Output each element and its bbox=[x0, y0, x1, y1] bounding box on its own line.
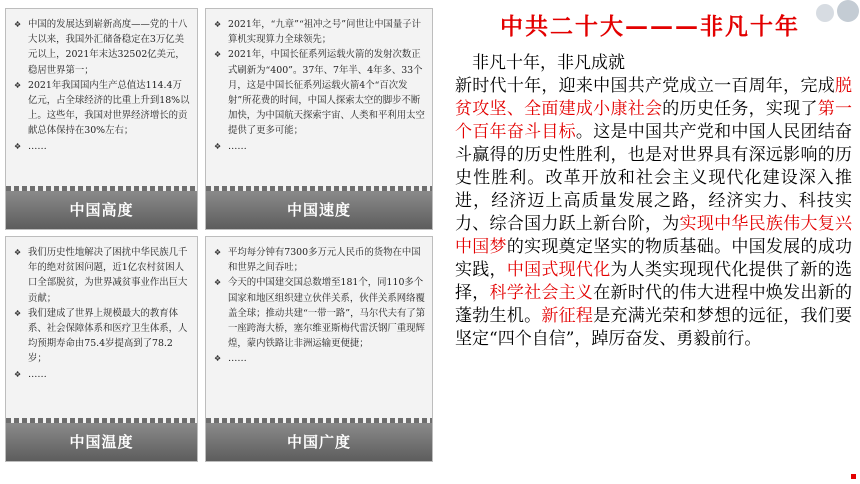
list-item: ❖ 今天的中国建交国总数增至181个，同110多个国家和地区组织建立伙伴关系，伙伴关系网络覆盖全球；推动共建“一带一路”，马尔代夫有了第一座跨海大桥，塞尔维亚斯梅代雷沃钢厂重现辉煌，蒙内铁路让非洲运输更便捷； bbox=[214, 277, 426, 350]
card-list bbox=[206, 237, 432, 367]
highlight-text: 第一个百年奋斗目标 bbox=[455, 99, 853, 142]
essay-heading: 非凡十年，非凡成就 bbox=[472, 53, 625, 73]
card-banner: 中国广度 bbox=[206, 423, 432, 461]
card-china-breadth bbox=[205, 236, 433, 462]
card-list bbox=[6, 237, 197, 382]
list-item: ❖ 2021年，中国长征系列运载火箭的发射次数正式刷新为“400”。37年、7年半、4年多、33个月，这是中国长征系列运载火箭4个“百次发射”所花费的时间，中国人探索太空的脚步不断加快，为中国航天探索宇宙、人类和平利用太空提供了更多可能； bbox=[214, 49, 425, 137]
list-item: ❖ …… bbox=[28, 139, 191, 154]
list-item: ❖ 我们历史性地解决了困扰中华民族几千年的绝对贫困问题，近1亿农村贫困人口全部脱贫，为世界减贫事业作出巨大贡献； bbox=[14, 247, 188, 304]
card-list bbox=[6, 9, 197, 154]
diamond-bullet-icon: ❖ bbox=[14, 369, 22, 379]
card-banner: 中国温度 bbox=[6, 423, 197, 461]
card-china-speed bbox=[205, 8, 433, 230]
list-item: ❖ 中国的发展达到崭新高度——党的十八大以来，我国外汇储备稳定在3万亿美元以上，2021年末达32502亿美元，稳居世界第一； bbox=[14, 19, 188, 76]
diamond-bullet-icon: ❖ bbox=[214, 278, 222, 288]
list-item: ❖ 2021年，“九章”“祖冲之号”问世让中国量子计算机实现算力全球领先； bbox=[214, 19, 422, 46]
diamond-bullet-icon: ❖ bbox=[214, 141, 222, 151]
diamond-bullet-icon: ❖ bbox=[214, 248, 222, 257]
list-item: ❖ 我们建成了世界上规模最大的教育体系、社会保障体系和医疗卫生体系，人均预期寿命由75.4岁提高到了78.2岁； bbox=[14, 307, 188, 365]
list-item: ❖ …… bbox=[28, 367, 191, 382]
diamond-bullet-icon: ❖ bbox=[214, 354, 222, 364]
card-china-warmth bbox=[5, 236, 198, 462]
highlight-text: 新征程 bbox=[541, 306, 594, 326]
diamond-bullet-icon: ❖ bbox=[214, 20, 222, 29]
essay-paragraph: 新时代十年，迎来中国共产党成立一百周年，完成脱贫攻坚、全面建成小康社会的历史任务，实现了第一个百年奋斗目标。这是中国共产党和中国人民团结奋斗赢得的历史性胜利，也是对世界具有深远影响的历史性胜利。改革开放和社会主义现代化建设深入推进，经济迈上高质量发展之路，经济实力、科技实力、综合国力跃上新台阶，为实现中华民族伟大复兴中国梦的实现奠定坚实的物质基础。中国发展的成功实践，中国式现代化为人类实现现代化提供了新的选择，科学社会主义在新时代的伟大进程中焕发出新的蓬勃生机。新征程是充满光荣和梦想的远征，我们要坚定“四个自信”，踔厉奋发、勇毅前行。 bbox=[455, 76, 853, 349]
diamond-bullet-icon: ❖ bbox=[14, 248, 22, 257]
highlight-text: 脱贫攻坚、全面建成小康社会 bbox=[455, 76, 852, 119]
page-title: 中共二十大———非凡十年 bbox=[500, 13, 800, 40]
list-item: ❖ 平均每分钟有7300多万元人民币的货物在中国和世界之间吞吐； bbox=[214, 247, 421, 274]
list-item: ❖ …… bbox=[228, 139, 426, 154]
card-banner: 中国速度 bbox=[206, 191, 432, 229]
diamond-bullet-icon: ❖ bbox=[14, 308, 22, 318]
list-item: ❖ 2021年我国国内生产总值达114.4万亿元，占全球经济的比重上升到18%以上。这些年，我国对世界经济增长的贡献总体保持在30%左右； bbox=[14, 79, 190, 137]
highlight-text: 实现中华民族伟大复兴中国梦 bbox=[455, 214, 853, 257]
card-list bbox=[206, 9, 432, 154]
highlight-text: 科学社会主义 bbox=[489, 283, 594, 303]
card-banner: 中国高度 bbox=[6, 191, 197, 229]
decorative-dot bbox=[851, 474, 856, 479]
highlight-text: 中国式现代化 bbox=[506, 260, 611, 280]
diamond-bullet-icon: ❖ bbox=[14, 20, 22, 29]
card-china-height bbox=[5, 8, 198, 230]
diamond-bullet-icon: ❖ bbox=[14, 80, 22, 90]
essay-text bbox=[455, 52, 852, 351]
diamond-bullet-icon: ❖ bbox=[214, 50, 222, 60]
diamond-bullet-icon: ❖ bbox=[14, 141, 22, 151]
list-item: ❖ …… bbox=[228, 351, 426, 366]
